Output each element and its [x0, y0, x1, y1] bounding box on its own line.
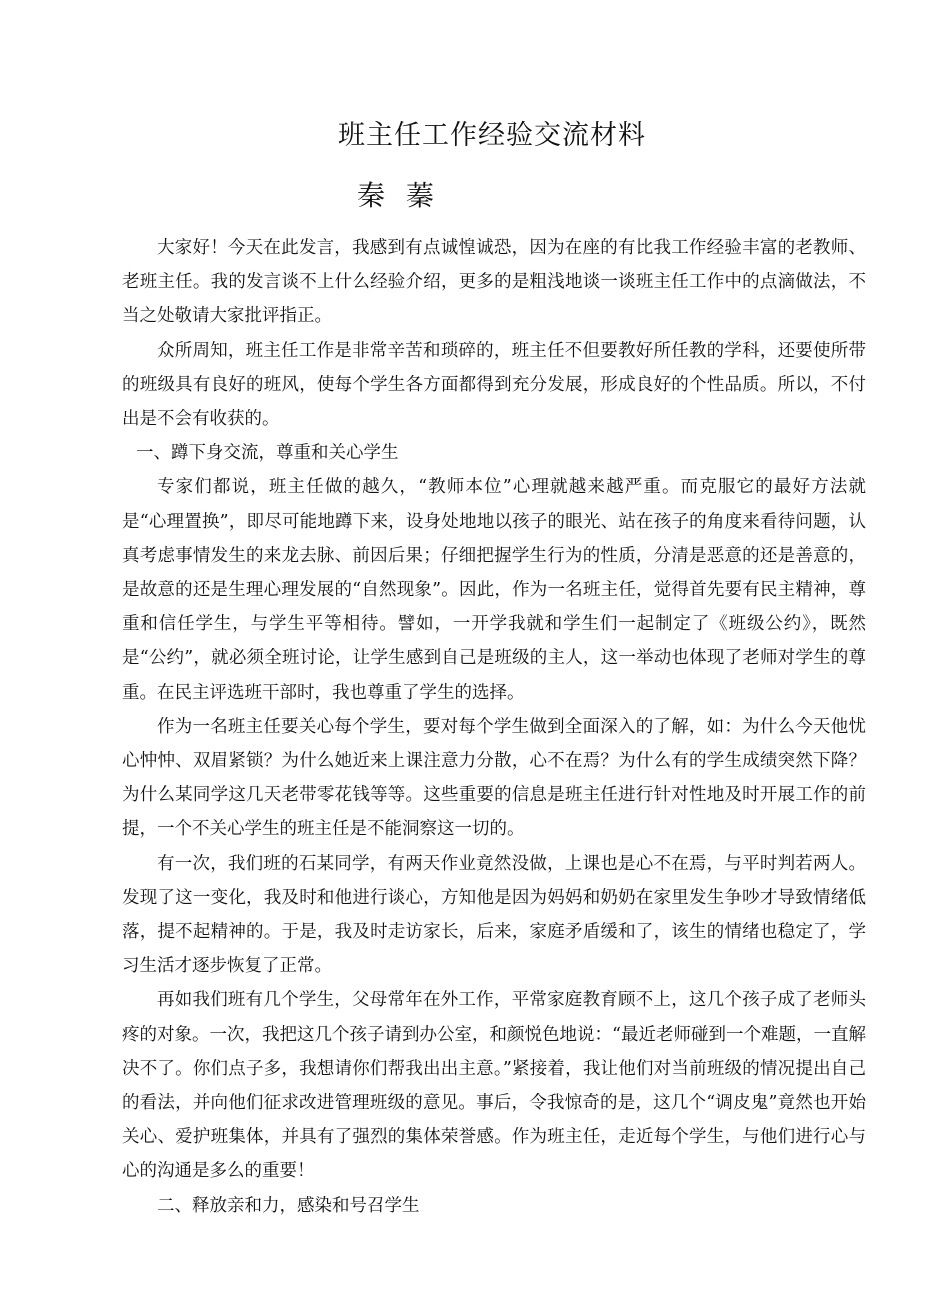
section-heading-1: 一、蹲下身交流，尊重和关心学生: [136, 443, 399, 464]
author-name: 秦 蓁: [357, 179, 440, 212]
paragraph-body: 作为一名班主任要关心每个学生，要对每个学生做到全面深入的了解，如：为什么今天他忧心忡忡、双眉紧锁？为什么她近来上课注意力分散，心不在焉？为什么有的学生成绩突然下降？为什么某同学这几天老带零花钱等等。这些重要的信息是班主任进行针对性地及时开展工作的前提，一个不关心学生的班主任是不能洞察这一切的。: [122, 716, 866, 840]
paragraph-greeting: 大家好！今天在此发言，我感到有点诚惶诚恐，因为在座的有比我工作经验丰富的老教师、老班主任。我的发言谈不上什么经验介绍，更多的是粗浅地谈一谈班主任工作中的点滴做法，不当之处敬请大家批评指正。: [122, 238, 866, 327]
paragraph-body: 再如我们班有几个学生，父母常年在外工作，平常家庭教育顾不上，这几个孩子成了老师头疼的对象。一次，我把这几个孩子请到办公室，和颜悦色地说：“最近老师碰到一个难题，一直解决不了。你们点子多，我想请你们帮我出出主意。”紧接着，我让他们对当前班级的情况提出自己的看法，并向他们征求改进管理班级的意见。事后，令我惊奇的是，这几个“调皮鬼”竟然也开始关心、爱护班集体，并具有了强烈的集体荣誉感。作为班主任，走近每个学生，与他们进行心与心的沟通是多么的重要！: [122, 990, 866, 1182]
paragraph-intro: 众所周知，班主任工作是非常辛苦和琐碎的，班主任不但要教好所任教的学科，还要使所带的班级具有良好的班风，使每个学生各方面都得到充分发展，形成良好的个性品质。所以，不付出是不会有收获的。: [122, 340, 866, 430]
paragraph-body: 专家们都说，班主任做的越久，“教师本位”心理就越来越严重。而克服它的最好方法就是“心理置换”，即尽可能地蹲下来，设身处地地以孩子的眼光、站在孩子的角度来看待问题，认真考虑事情发生的来龙去脉、前因后果；仔细把握学生行为的性质，分清是恶意的还是善意的，是故意的还是生理心理发展的“自然现象”。因此，作为一名班主任，觉得首先要有民主精神，尊重和信任学生，与学生平等相待。譬如，一开学我就和学生们一起制定了《班级公约》，既然是“公约”，就必须全班讨论，让学生感到自己是班级的主人，这一举动也体现了老师对学生的尊重。在民主评选班干部时，我也尊重了学生的选择。: [122, 477, 866, 703]
section-heading-2: 二、释放亲和力，感染和号召学生: [157, 1195, 420, 1216]
paragraph-body: 有一次，我们班的石某同学，有两天作业竟然没做，上课也是心不在焉，与平时判若两人。发现了这一变化，我及时和他进行谈心，方知他是因为妈妈和奶奶在家里发生争吵才导致情绪低落，提不起精神的。于是，我及时走访家长，后来，家庭矛盾缓和了，该生的情绪也稳定了，学习生活才逐步恢复了正常。: [122, 853, 866, 977]
document-body: [122, 231, 866, 1223]
document-title: 班主任工作经验交流材料: [338, 120, 646, 151]
